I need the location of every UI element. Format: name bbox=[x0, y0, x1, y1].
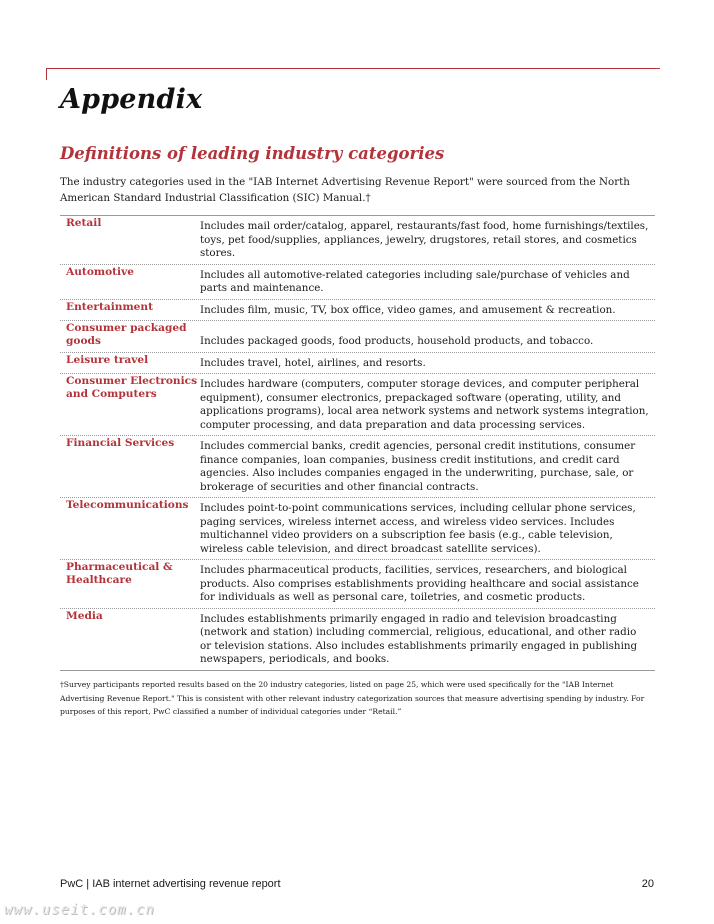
footnote: †Survey participants reported results based on the 20 industry categories, listed on page 25, which were used specifically for the "IAB Internet Advertising Revenue Report." This is consistent with other relevant industry categorization sources that measure advertising spending by industry. For purposes of this report, PwC classified a number of individual categories under “Retail.” bbox=[60, 680, 645, 716]
watermark: www.useit.com.cn bbox=[4, 902, 155, 918]
table-row bbox=[60, 216, 655, 265]
table-row bbox=[60, 498, 655, 560]
category-definition: Includes mail order/catalog, apparel, restaurants/fast food, home furnishings/textiles, toys, pet food/supplies, appliances, jewelry, drugstores, retail stores, and cosmetics stores. bbox=[200, 220, 649, 259]
category-name: Financial Services bbox=[66, 437, 175, 449]
definitions-table bbox=[60, 215, 655, 671]
category-name: Leisure travel bbox=[66, 353, 149, 366]
category-definition: Includes film, music, TV, box office, video games, and amusement & recreation. bbox=[200, 303, 616, 316]
category-name: Automotive bbox=[66, 265, 134, 278]
section-subtitle: Definitions of leading industry categories bbox=[60, 144, 445, 163]
top-rule-tick bbox=[46, 68, 47, 80]
page-number: 20 bbox=[641, 878, 654, 890]
category-name: Consumer Electronics and Computers bbox=[66, 375, 198, 400]
category-definition: Includes packaged goods, food products, household products, and tobacco. bbox=[200, 335, 594, 347]
table-row bbox=[60, 321, 655, 353]
page-title: Appendix bbox=[60, 84, 203, 115]
table-row bbox=[60, 560, 655, 609]
category-name: Pharmaceutical & Healthcare bbox=[66, 561, 173, 586]
table-row bbox=[60, 609, 655, 670]
top-rule bbox=[46, 68, 660, 69]
table-row bbox=[60, 353, 655, 375]
footer-report-title: PwC | IAB internet advertising revenue report bbox=[60, 878, 281, 890]
table-row bbox=[60, 265, 655, 300]
table-row bbox=[60, 436, 655, 498]
category-definition: Includes all automotive-related categories including sale/purchase of vehicles and parts and maintenance. bbox=[200, 268, 630, 294]
category-definition: Includes pharmaceutical products, facilities, services, researchers, and biological products. Also comprises establishments providing healthcare and social assistance for individuals as well as personal care, toiletries, and cosmetic products. bbox=[200, 564, 639, 603]
category-definition: Includes commercial banks, credit agencies, personal credit institutions, consumer finance companies, loan companies, business credit institutions, and credit card agencies. Also includes companies engaged in the underwriting, purchase, sale, or brokerage of securities and other financial contracts. bbox=[200, 440, 636, 493]
table-row bbox=[60, 300, 655, 322]
category-definition: Includes point-to-point communications services, including cellular phone services, paging services, wireless internet access, and wireless video services. Includes multichannel video providers on a subscription fee basis (e.g., cable television, wireless cable television, and direct broadcast satellite services). bbox=[200, 502, 636, 555]
category-definition: Includes travel, hotel, airlines, and resorts. bbox=[200, 356, 426, 369]
category-name: Media bbox=[66, 609, 103, 622]
category-definition: Includes hardware (computers, computer storage devices, and computer peripheral equipment), consumer electronics, prepackaged software (operating, utility, and applications programs), local area network systems and network systems integration, computer processing, and data preparation and data processing services. bbox=[200, 378, 649, 431]
category-name: Retail bbox=[66, 217, 102, 229]
category-definition: Includes establishments primarily engaged in radio and television broadcasting (network and station) including commercial, religious, educational, and other radio or television stations. Also includes establishments primarily engaged in publishing newspapers, periodicals, and books. bbox=[200, 612, 638, 665]
table-row bbox=[60, 374, 655, 436]
category-name: Telecommunications bbox=[66, 499, 189, 511]
category-name: Entertainment bbox=[66, 300, 154, 313]
category-name: Consumer packaged goods bbox=[66, 322, 187, 347]
intro-paragraph: The industry categories used in the "IAB Internet Advertising Revenue Report" were sourced from the North American Standard Industrial Classification (SIC) Manual.† bbox=[60, 176, 630, 204]
